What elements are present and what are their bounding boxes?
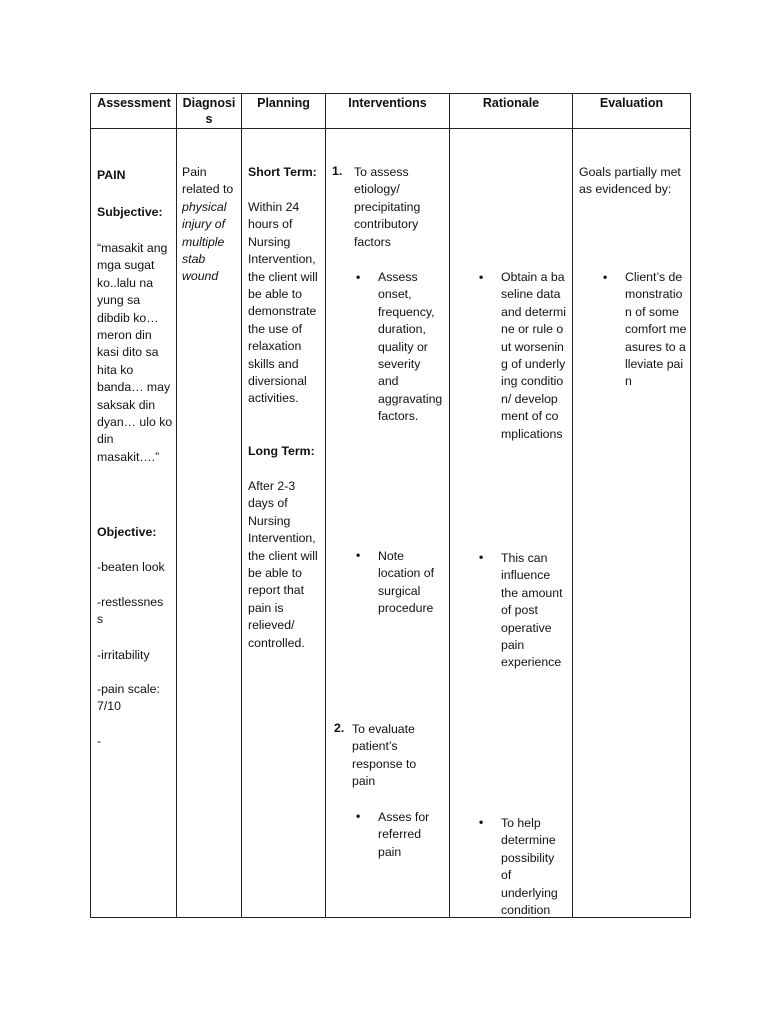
diagnosis-text <box>182 164 238 286</box>
evaluation-lead: Goals partially met as evidenced by: <box>579 165 681 197</box>
bullet-icon: • <box>479 270 484 284</box>
rationale-item: To help determine possibility of underlying condition <box>501 816 558 918</box>
objective-label: Objective: <box>97 525 157 539</box>
subjective-label: Subjective: <box>97 205 163 219</box>
objective-item: -restlessness <box>97 595 164 627</box>
header-rationale: Rationale <box>482 96 540 110</box>
goal-number: 2. <box>334 721 345 735</box>
objective-item: -beaten look <box>97 560 165 574</box>
rationale-item: Obtain a baseline data and determine or rule out worsening of underlying condition/ development of complications <box>501 270 566 441</box>
goal-text: To evaluate patient’s response to pain <box>352 722 417 789</box>
column-divider <box>572 93 573 918</box>
bullet-icon: • <box>603 270 608 284</box>
objective-item: - <box>97 734 102 748</box>
subjective-quote: “masakit ang mga sugat ko..lalu na yung sa dibdib ko… meron din kasi dito sa hita ko banda… may saksak din dyan… ulo ko din masakit….” <box>97 241 173 464</box>
header-evaluation: Evaluation <box>599 96 664 110</box>
diagnosis-lead: Pain related to <box>182 165 234 197</box>
short-term-text: Within 24 hours of Nursing Intervention, the client will be able to demonstrate the use of relaxation skills and diversional activities. <box>248 200 318 406</box>
intervention-item: Assess onset, frequency, duration, quality or severity and aggravating factors. <box>378 270 443 424</box>
intervention-item: Note location of surgical procedure <box>378 549 435 616</box>
column-divider <box>241 93 242 918</box>
objective-item: -irritability <box>97 648 150 662</box>
header-planning: Planning <box>257 96 310 110</box>
goal-text: To assess etiology/ precipitating contributory factors <box>354 165 421 249</box>
short-term-label: Short Term: <box>248 165 317 179</box>
column-divider <box>176 93 177 918</box>
objective-item: -pain scale: 7/10 <box>97 682 160 714</box>
long-term-text: After 2-3 days of Nursing Intervention, the client will be able to report that pain is relieved/ controlled. <box>248 479 318 650</box>
header-diagnosis: Diagnosis <box>182 96 236 126</box>
evaluation-item: Client’s demonstration of some comfort measures to alleviate pain <box>625 270 687 389</box>
header-assessment: Assessment <box>97 96 171 110</box>
bullet-icon: • <box>479 815 484 829</box>
rationale-item: This can influence the amount of post operative pain experience <box>501 551 563 670</box>
column-divider <box>325 93 326 918</box>
header-interventions: Interventions <box>348 96 427 110</box>
diagnosis-italic: physical injury of multiple stab wound <box>182 199 227 284</box>
goal-number: 1. <box>332 164 343 178</box>
header-divider <box>90 128 691 129</box>
column-divider <box>449 93 450 918</box>
intervention-item: Asses for referred pain <box>378 810 430 859</box>
bullet-icon: • <box>479 550 484 564</box>
bullet-icon: • <box>356 809 361 823</box>
bullet-icon: • <box>356 270 361 284</box>
bullet-icon: • <box>356 548 361 562</box>
assessment-title: PAIN <box>97 168 126 182</box>
long-term-label: Long Term: <box>248 444 315 458</box>
